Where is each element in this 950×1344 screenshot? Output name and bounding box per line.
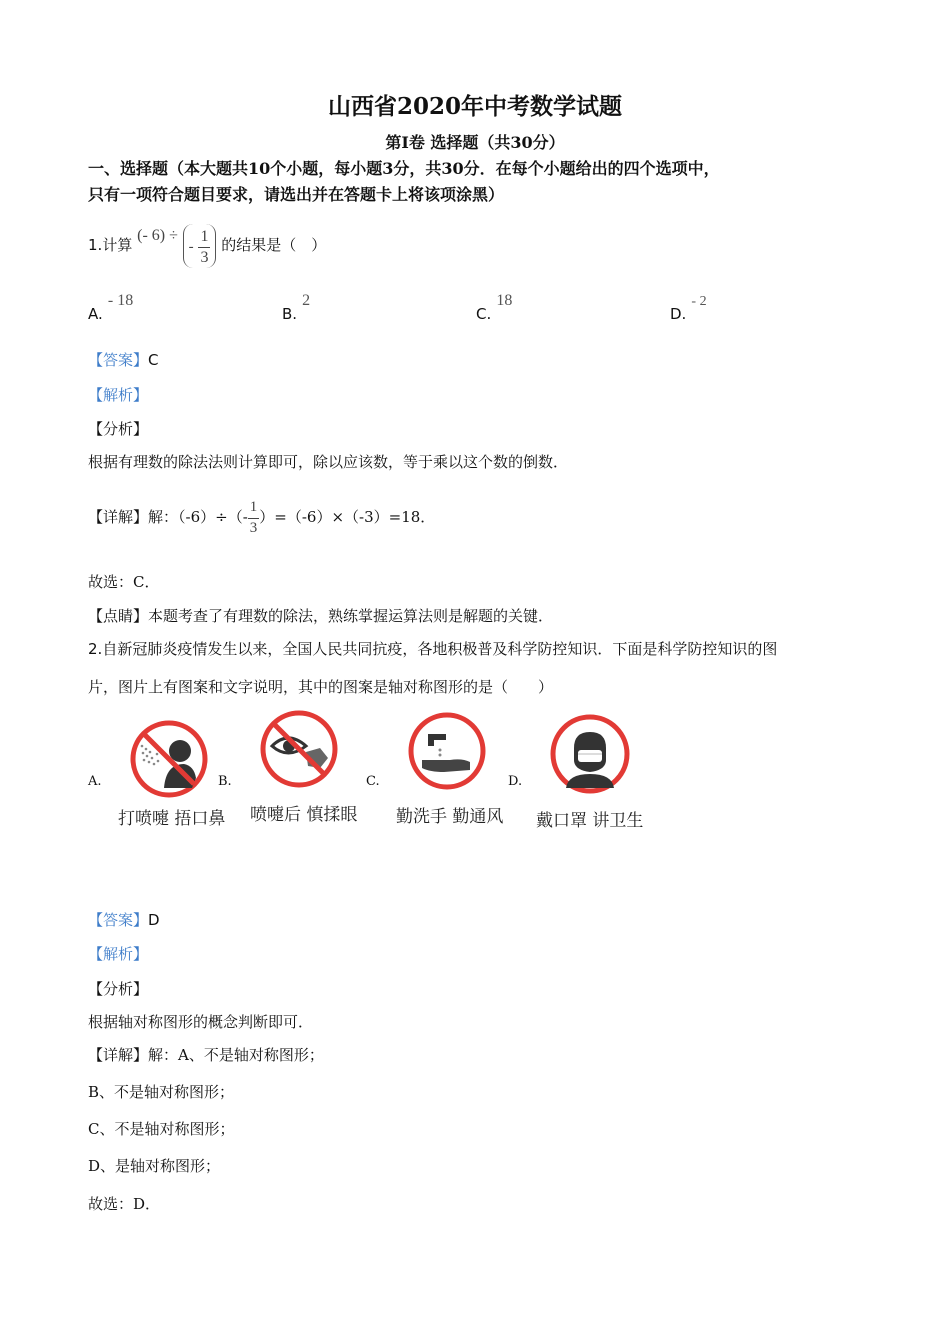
option-letter: C. <box>476 305 492 323</box>
analysis-tag: 【解析】 <box>88 386 149 404</box>
q2-choose-line: 故选：D． <box>88 1195 161 1213</box>
rub-eye-sign-icon <box>258 708 340 790</box>
picture-c-letter: C. <box>366 774 380 789</box>
detail-text: 解：A、不是轴对称图形； <box>148 1046 324 1064</box>
q2-line-c: C、不是轴对称图形； <box>88 1120 235 1138</box>
picture-d-caption: 戴口罩 讲卫生 <box>536 811 644 831</box>
abs-paren-group <box>183 224 217 268</box>
sneeze-cover-sign-icon <box>128 718 210 800</box>
question-1 <box>88 224 327 266</box>
fenxi-tag: 【分析】 <box>88 420 149 438</box>
q2-line-d: D、是轴对称图形； <box>88 1157 221 1175</box>
section-header-line1: 一、选择题（本大题共10个小题，每小题3分，共30分．在每个小题给出的四个选项中， <box>88 159 720 178</box>
option-c[interactable] <box>476 290 513 323</box>
option-d[interactable] <box>670 290 707 323</box>
answer-value: C <box>148 351 159 369</box>
option-value: 18 <box>496 292 513 309</box>
picture-a-caption: 打喷嚏 捂口鼻 <box>118 809 226 829</box>
q2-fenxi-tag: 【分析】 <box>88 980 149 998</box>
expr-left: (- 6) ÷ <box>137 227 178 244</box>
detail-tag: 【详解】 <box>88 1046 149 1064</box>
detail-fraction <box>248 498 260 538</box>
answer-value: D <box>148 911 160 929</box>
option-b[interactable] <box>282 290 311 323</box>
picture-b-letter: B. <box>218 774 232 789</box>
fraction-denominator: 3 <box>200 248 209 266</box>
detail-tag: 【详解】 <box>88 508 149 526</box>
fraction-numerator: 1 <box>198 227 210 248</box>
answer-tag: 【答案】 <box>88 911 149 929</box>
picture-a-letter: A. <box>88 774 102 789</box>
question-number: 2. <box>88 640 103 658</box>
option-letter: D. <box>670 305 687 323</box>
section-header-line2: 只有一项符合题目要求，请选出并在答题卡上将该项涂黑） <box>88 185 505 204</box>
q2-answer-line <box>88 909 160 930</box>
comment-text: 本题考查了有理数的除法，熟练掌握运算法则是解题的关键． <box>148 607 554 625</box>
answer-line <box>88 349 159 370</box>
detail-suffix: ）=（-6）×（-3）=18． <box>259 508 436 526</box>
question-2-line2: 片，图片上有图案和文字说明，其中的图案是轴对称图形的是（ ） <box>88 678 554 696</box>
question-1-suffix: 的结果是（ ） <box>221 236 327 254</box>
picture-c-caption: 勤洗手 勤通风 <box>396 807 504 827</box>
choose-line: 故选：C． <box>88 573 160 591</box>
question-2-text: 自新冠肺炎疫情发生以来，全国人民共同抗疫，各地积极普及科学防控知识．下面是科学防控知识的图 <box>102 640 778 658</box>
page-title: 山西省2020年中考数学试题 <box>327 93 622 120</box>
option-letter: A. <box>88 305 103 323</box>
option-a[interactable] <box>88 290 134 323</box>
expr-minus: - <box>188 239 194 255</box>
option-value: 2 <box>302 292 311 309</box>
question-1-prefix: 计算 <box>102 236 133 254</box>
picture-d-letter: D. <box>508 774 523 789</box>
comment-tag: 【点睛】 <box>88 607 149 625</box>
question-2-line1 <box>88 638 777 659</box>
question-number: 1. <box>88 236 103 254</box>
option-value: - 2 <box>691 294 707 309</box>
fraction <box>198 227 210 268</box>
wear-mask-sign-icon <box>548 712 632 796</box>
page-subtitle: 第I卷 选择题（共30分） <box>385 133 565 152</box>
detail-fraction-numerator: 1 <box>248 498 260 519</box>
detail-fraction-denominator: 3 <box>249 519 258 536</box>
option-value: - 18 <box>107 292 134 309</box>
detail-line <box>88 494 435 540</box>
q2-fenxi-text: 根据轴对称图形的概念判断即可． <box>88 1013 314 1031</box>
q2-detail-line <box>88 1044 324 1065</box>
q2-line-b: B、不是轴对称图形； <box>88 1083 235 1101</box>
detail-prefix: 解：（-6）÷（- <box>148 508 248 526</box>
picture-b-caption: 喷嚏后 慎揉眼 <box>250 805 358 825</box>
q2-analysis-tag: 【解析】 <box>88 945 149 963</box>
comment-line <box>88 605 553 626</box>
option-letter: B. <box>282 305 298 323</box>
fenxi-text: 根据有理数的除法法则计算即可，除以应该数，等于乘以这个数的倒数． <box>88 453 569 471</box>
wash-hands-sign-icon <box>406 710 488 792</box>
answer-tag: 【答案】 <box>88 351 149 369</box>
